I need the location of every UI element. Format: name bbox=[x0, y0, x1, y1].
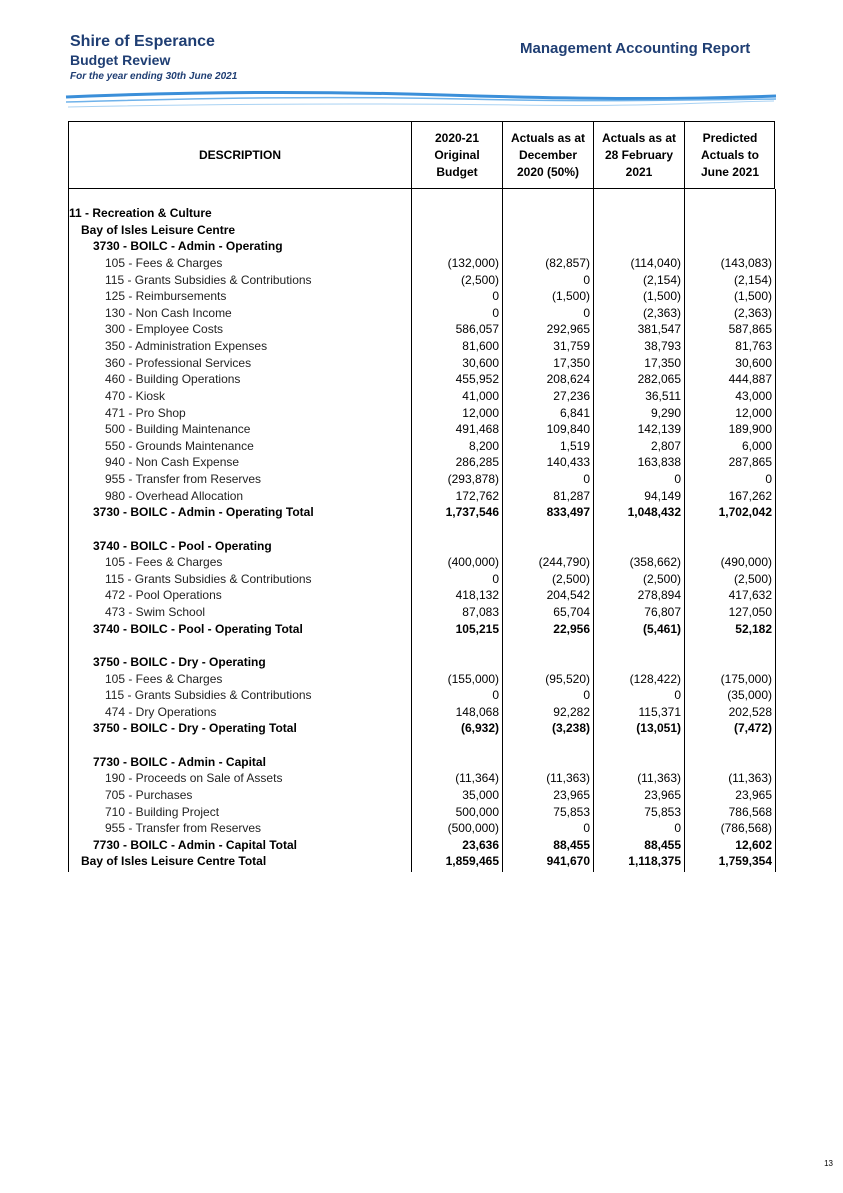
row-description: 940 - Non Cash Expense bbox=[105, 455, 240, 470]
row-value-col-1: (500,000) bbox=[447, 821, 499, 836]
table-section-row bbox=[69, 222, 775, 239]
row-description: 472 - Pool Operations bbox=[105, 588, 222, 603]
row-value-col-1: 41,000 bbox=[462, 388, 499, 403]
row-value-col-4: 52,182 bbox=[735, 621, 772, 636]
row-description: 130 - Non Cash Income bbox=[105, 305, 232, 320]
row-value-col-1: 12,000 bbox=[462, 405, 499, 420]
row-value-col-1: 0 bbox=[492, 289, 499, 304]
table-row bbox=[69, 671, 775, 688]
row-value-col-2: 81,287 bbox=[553, 488, 590, 503]
table-row bbox=[69, 454, 775, 471]
row-value-col-3: 0 bbox=[674, 821, 681, 836]
row-description: 474 - Dry Operations bbox=[105, 704, 217, 719]
row-value-col-1: 0 bbox=[492, 571, 499, 586]
row-description: 500 - Building Maintenance bbox=[105, 422, 251, 437]
row-value-col-1: 0 bbox=[492, 305, 499, 320]
row-value-col-4: 1,702,042 bbox=[718, 505, 772, 520]
row-value-col-3: (128,422) bbox=[629, 671, 681, 686]
column-header-3: Actuals as at 28 February 2021 bbox=[593, 122, 684, 188]
table-row bbox=[69, 587, 775, 604]
row-description: 105 - Fees & Charges bbox=[105, 255, 223, 270]
row-value-col-1: (2,500) bbox=[460, 272, 499, 287]
row-value-col-1: 35,000 bbox=[462, 787, 499, 802]
row-value-col-1: 1,737,546 bbox=[445, 505, 499, 520]
row-description: 11 - Recreation & Culture bbox=[69, 206, 212, 220]
table-row bbox=[69, 837, 775, 854]
row-value-col-2: (82,857) bbox=[545, 255, 590, 270]
row-description: 105 - Fees & Charges bbox=[105, 555, 223, 570]
row-value-col-4: 0 bbox=[765, 472, 772, 486]
report-title: Management Accounting Report bbox=[520, 40, 751, 57]
row-value-col-1: 0 bbox=[492, 688, 499, 703]
column-header-4: Predicted Actuals to June 2021 bbox=[684, 122, 775, 188]
row-value-col-1: 148,068 bbox=[455, 704, 499, 719]
row-value-col-1: (400,000) bbox=[447, 555, 499, 570]
row-value-col-4: 167,262 bbox=[728, 488, 772, 503]
table-section-row bbox=[69, 538, 775, 555]
table-row bbox=[69, 388, 775, 405]
table-row bbox=[69, 405, 775, 422]
row-value-col-3: 142,139 bbox=[637, 422, 681, 437]
row-description: 710 - Building Project bbox=[105, 804, 220, 819]
row-value-col-3: 17,350 bbox=[644, 355, 681, 370]
row-value-col-1: (132,000) bbox=[447, 255, 499, 270]
row-description: 7730 - BOILC - Admin - Capital Total bbox=[93, 837, 298, 852]
report-subtitle: Budget Review bbox=[70, 52, 171, 68]
row-value-col-4: (35,000) bbox=[727, 688, 772, 703]
table-row bbox=[69, 704, 775, 721]
row-description: 7730 - BOILC - Admin - Capital bbox=[93, 754, 266, 769]
row-value-col-3: (11,363) bbox=[637, 771, 681, 786]
row-value-col-1: (155,000) bbox=[447, 671, 499, 686]
table-row bbox=[69, 255, 775, 272]
report-period: For the year ending 30th June 2021 bbox=[70, 71, 238, 82]
column-header-2: Actuals as at December 2020 (50%) bbox=[502, 122, 593, 188]
row-value-col-2: 17,350 bbox=[553, 355, 590, 370]
row-value-col-1: 172,762 bbox=[455, 488, 499, 503]
table-row bbox=[69, 820, 775, 837]
table-section-row bbox=[69, 654, 775, 671]
row-value-col-2: (3,238) bbox=[551, 721, 590, 736]
row-value-col-1: (293,878) bbox=[447, 472, 499, 486]
row-value-col-2: 941,670 bbox=[546, 854, 590, 869]
table-row bbox=[69, 272, 775, 289]
row-value-col-4: (490,000) bbox=[720, 555, 772, 570]
row-description: 955 - Transfer from Reserves bbox=[105, 472, 262, 486]
row-value-col-2: 833,497 bbox=[546, 505, 590, 520]
row-value-col-1: 23,636 bbox=[462, 837, 499, 852]
row-description: 125 - Reimbursements bbox=[105, 289, 227, 304]
row-description: 473 - Swim School bbox=[105, 605, 206, 619]
row-value-col-1: 286,285 bbox=[455, 455, 499, 470]
row-value-col-3: 94,149 bbox=[644, 488, 681, 503]
table-row bbox=[69, 288, 775, 305]
table-row bbox=[69, 504, 775, 521]
row-value-col-4: 202,528 bbox=[728, 704, 772, 719]
row-value-col-3: (5,461) bbox=[642, 621, 681, 636]
row-description: 3730 - BOILC - Admin - Operating bbox=[93, 239, 283, 254]
row-value-col-4: (7,472) bbox=[733, 721, 772, 736]
row-description: 980 - Overhead Allocation bbox=[105, 488, 244, 503]
row-value-col-4: 786,568 bbox=[728, 804, 772, 819]
row-value-col-1: 586,057 bbox=[455, 322, 499, 337]
row-value-col-2: 0 bbox=[583, 821, 590, 836]
row-value-col-3: (13,051) bbox=[636, 721, 681, 736]
row-description: 115 - Grants Subsidies & Contributions bbox=[105, 571, 312, 586]
row-value-col-1: 87,083 bbox=[462, 605, 499, 619]
row-value-col-3: 282,065 bbox=[637, 372, 681, 387]
row-value-col-3: 38,793 bbox=[644, 339, 681, 353]
row-value-col-2: 204,542 bbox=[546, 588, 590, 603]
table-section-row bbox=[69, 521, 775, 538]
row-value-col-2: 31,759 bbox=[553, 339, 590, 353]
row-value-col-2: 23,965 bbox=[553, 787, 590, 802]
row-description: 705 - Purchases bbox=[105, 787, 193, 802]
table-row bbox=[69, 571, 775, 588]
row-value-col-2: 140,433 bbox=[546, 455, 590, 470]
row-value-col-3: (2,363) bbox=[642, 305, 681, 320]
row-value-col-2: (11,363) bbox=[546, 771, 590, 786]
row-value-col-1: 81,600 bbox=[462, 339, 499, 353]
row-description: 460 - Building Operations bbox=[105, 372, 241, 387]
row-value-col-3: (1,500) bbox=[642, 289, 681, 304]
row-value-col-2: 0 bbox=[583, 305, 590, 320]
row-value-col-4: (11,363) bbox=[728, 771, 772, 786]
table-header bbox=[68, 121, 775, 189]
table-row bbox=[69, 787, 775, 804]
row-value-col-4: 12,000 bbox=[735, 405, 772, 420]
table-row bbox=[69, 488, 775, 505]
row-value-col-1: (11,364) bbox=[455, 771, 499, 786]
page-number: 13 bbox=[824, 1159, 833, 1168]
table-section-row bbox=[69, 238, 775, 255]
table-row bbox=[69, 471, 775, 488]
row-value-col-1: 1,859,465 bbox=[445, 854, 499, 869]
row-description: 955 - Transfer from Reserves bbox=[105, 821, 262, 836]
row-value-col-1: 455,952 bbox=[455, 372, 499, 387]
row-description: Bay of Isles Leisure Centre Total bbox=[81, 854, 267, 869]
row-value-col-3: (114,040) bbox=[630, 255, 681, 270]
row-description: 105 - Fees & Charges bbox=[105, 671, 223, 686]
row-value-col-1: (6,932) bbox=[460, 721, 499, 736]
row-description: 3740 - BOILC - Pool - Operating Total bbox=[93, 621, 303, 636]
budget-review-table bbox=[68, 121, 775, 872]
row-value-col-3: (2,500) bbox=[642, 571, 681, 586]
table-row bbox=[69, 804, 775, 821]
row-value-col-4: 23,965 bbox=[735, 787, 772, 802]
table-row bbox=[69, 853, 775, 870]
row-value-col-4: (2,154) bbox=[733, 272, 772, 287]
row-value-col-4: 127,050 bbox=[728, 605, 772, 619]
row-value-col-1: 105,215 bbox=[455, 621, 499, 636]
row-value-col-4: 287,865 bbox=[728, 455, 772, 470]
row-value-col-3: 278,894 bbox=[637, 588, 681, 603]
row-value-col-2: (95,520) bbox=[545, 671, 590, 686]
row-value-col-2: 88,455 bbox=[553, 837, 590, 852]
row-value-col-4: (2,363) bbox=[733, 305, 772, 320]
row-value-col-1: 8,200 bbox=[468, 438, 499, 453]
table-row bbox=[69, 421, 775, 438]
row-value-col-3: 23,965 bbox=[644, 787, 681, 802]
row-value-col-3: 76,807 bbox=[644, 605, 681, 619]
row-value-col-3: 163,838 bbox=[637, 455, 681, 470]
row-value-col-4: 30,600 bbox=[735, 355, 772, 370]
row-description: 3730 - BOILC - Admin - Operating Total bbox=[93, 505, 314, 520]
row-value-col-3: 115,371 bbox=[638, 704, 681, 719]
row-value-col-2: 75,853 bbox=[553, 804, 590, 819]
row-description: 3750 - BOILC - Dry - Operating Total bbox=[93, 721, 297, 736]
table-row bbox=[69, 604, 775, 621]
table-section-row bbox=[69, 205, 775, 222]
row-value-col-4: (143,083) bbox=[720, 255, 772, 270]
row-value-col-4: (175,000) bbox=[720, 671, 772, 686]
row-value-col-3: 0 bbox=[674, 688, 681, 703]
row-value-col-3: 75,853 bbox=[644, 804, 681, 819]
row-value-col-4: 417,632 bbox=[728, 588, 772, 603]
row-value-col-3: (358,662) bbox=[629, 555, 681, 570]
row-value-col-2: 92,282 bbox=[553, 704, 590, 719]
row-value-col-3: (2,154) bbox=[642, 272, 681, 287]
row-description: 300 - Employee Costs bbox=[105, 322, 224, 337]
row-value-col-4: 587,865 bbox=[728, 322, 772, 337]
row-value-col-2: 208,624 bbox=[546, 372, 590, 387]
header-wave-decoration bbox=[64, 88, 778, 112]
table-body bbox=[68, 189, 775, 872]
table-row bbox=[69, 355, 775, 372]
row-value-col-3: 9,290 bbox=[650, 405, 681, 420]
row-description: 115 - Grants Subsidies & Contributions bbox=[105, 272, 312, 287]
table-row bbox=[69, 720, 775, 737]
table-section-row bbox=[69, 737, 775, 754]
row-value-col-3: 0 bbox=[674, 472, 681, 486]
column-header-0: DESCRIPTION bbox=[198, 147, 281, 162]
row-value-col-4: 189,900 bbox=[728, 422, 772, 437]
row-value-col-3: 1,118,375 bbox=[628, 854, 681, 869]
row-value-col-2: 0 bbox=[583, 272, 590, 287]
table-row bbox=[69, 305, 775, 322]
row-value-col-2: 0 bbox=[583, 688, 590, 703]
row-value-col-4: (786,568) bbox=[720, 821, 772, 836]
row-value-col-2: 27,236 bbox=[553, 388, 590, 403]
table-row bbox=[69, 338, 775, 355]
table-row bbox=[69, 321, 775, 338]
row-description: 115 - Grants Subsidies & Contributions bbox=[105, 688, 312, 703]
row-value-col-4: 81,763 bbox=[735, 339, 772, 353]
table-row bbox=[69, 621, 775, 638]
row-value-col-2: (1,500) bbox=[551, 289, 590, 304]
row-description: 360 - Professional Services bbox=[105, 355, 252, 370]
row-value-col-2: 65,704 bbox=[553, 605, 590, 619]
row-description: Bay of Isles Leisure Centre bbox=[81, 222, 236, 237]
row-value-col-2: 0 bbox=[583, 472, 590, 486]
row-description: 471 - Pro Shop bbox=[105, 405, 186, 420]
row-value-col-4: (2,500) bbox=[733, 571, 772, 586]
table-rows bbox=[69, 205, 775, 870]
row-description: 350 - Administration Expenses bbox=[105, 339, 268, 353]
row-value-col-1: 491,468 bbox=[455, 422, 499, 437]
row-description: 550 - Grounds Maintenance bbox=[105, 438, 254, 453]
table-row bbox=[69, 371, 775, 388]
report-header-left bbox=[70, 32, 237, 82]
row-value-col-2: 109,840 bbox=[546, 422, 590, 437]
row-value-col-2: 292,965 bbox=[546, 322, 590, 337]
row-value-col-2: 6,841 bbox=[559, 405, 590, 420]
row-value-col-4: (1,500) bbox=[733, 289, 772, 304]
row-value-col-2: (2,500) bbox=[551, 571, 590, 586]
table-section-row bbox=[69, 754, 775, 771]
row-value-col-4: 6,000 bbox=[741, 438, 772, 453]
row-value-col-4: 43,000 bbox=[735, 388, 772, 403]
table-section-row bbox=[69, 637, 775, 654]
table-row bbox=[69, 438, 775, 455]
row-description: 3740 - BOILC - Pool - Operating bbox=[93, 538, 272, 553]
row-value-col-1: 418,132 bbox=[455, 588, 499, 603]
table-row bbox=[69, 770, 775, 787]
row-description: 190 - Proceeds on Sale of Assets bbox=[105, 771, 283, 786]
row-description: 3750 - BOILC - Dry - Operating bbox=[93, 654, 266, 669]
row-value-col-3: 2,807 bbox=[650, 438, 681, 453]
row-value-col-3: 1,048,432 bbox=[627, 505, 681, 520]
column-header-1: 2020-21 Original Budget bbox=[411, 122, 502, 188]
row-value-col-2: (244,790) bbox=[538, 555, 590, 570]
organization-name: Shire of Esperance bbox=[70, 33, 215, 50]
table-row bbox=[69, 687, 775, 704]
table-row bbox=[69, 554, 775, 571]
row-value-col-3: 88,455 bbox=[644, 837, 681, 852]
row-value-col-4: 1,759,354 bbox=[718, 854, 772, 869]
row-value-col-1: 500,000 bbox=[455, 804, 499, 819]
row-value-col-2: 1,519 bbox=[559, 438, 590, 453]
row-value-col-3: 36,511 bbox=[645, 388, 681, 403]
row-value-col-4: 444,887 bbox=[728, 372, 772, 387]
row-value-col-1: 30,600 bbox=[462, 355, 499, 370]
row-description: 470 - Kiosk bbox=[105, 388, 166, 403]
row-value-col-3: 381,547 bbox=[637, 322, 681, 337]
row-value-col-2: 22,956 bbox=[553, 621, 590, 636]
row-value-col-4: 12,602 bbox=[735, 837, 772, 852]
